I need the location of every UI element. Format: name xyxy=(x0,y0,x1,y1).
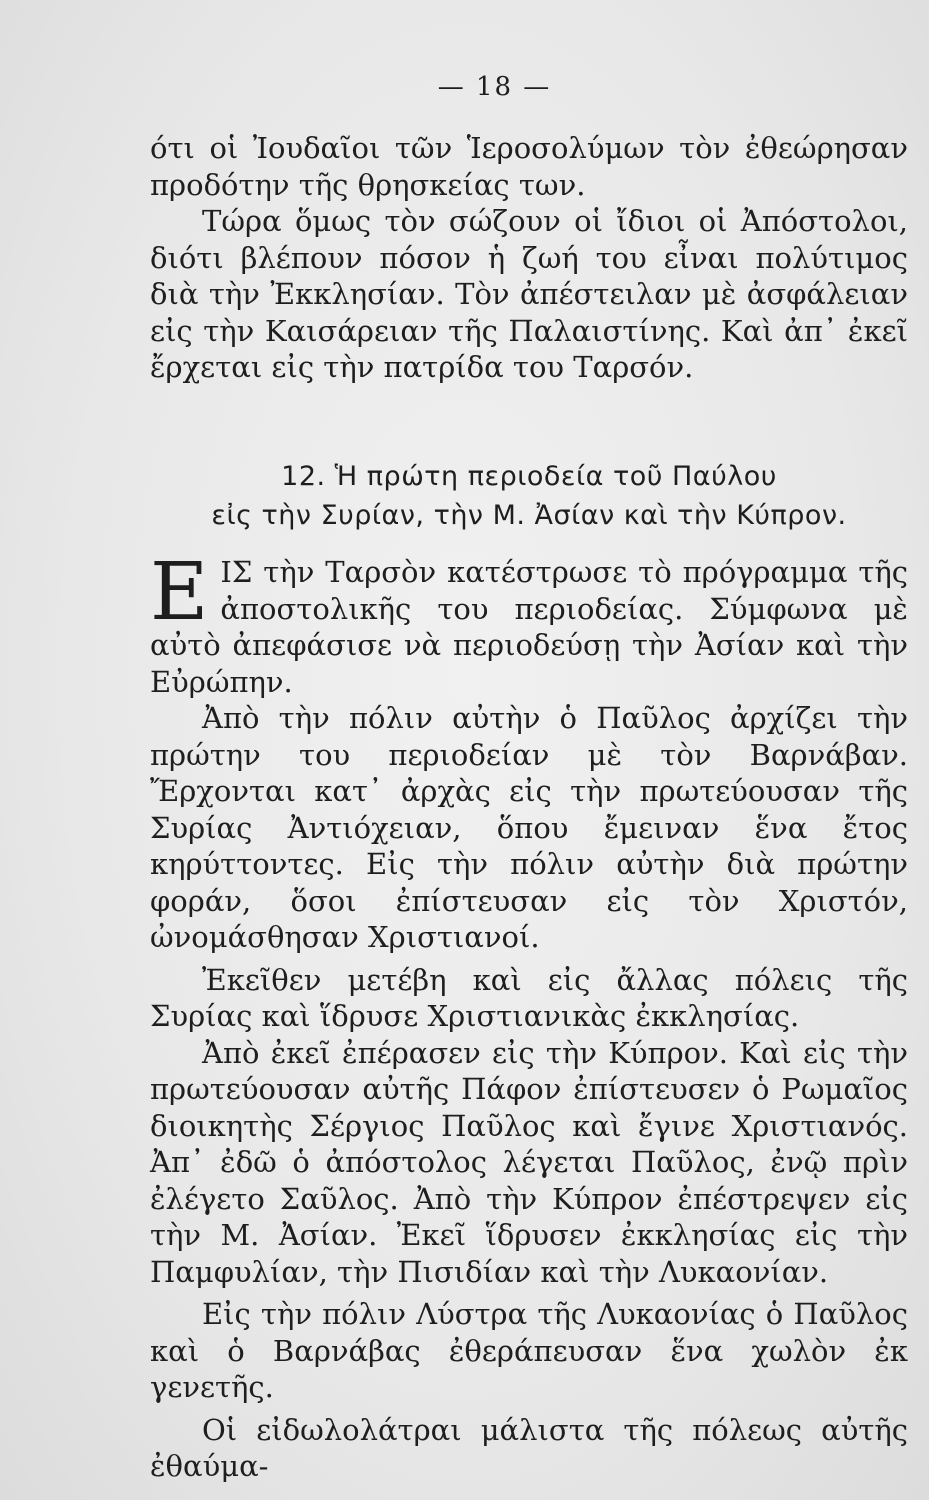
section-heading xyxy=(150,457,908,535)
paragraph-continuation: ότι οἱ Ἰουδαῖοι τῶν Ἱεροσολύμων τὸν ἐθεώρησαν προδότην τῆς θρησκείας των. xyxy=(150,131,908,202)
paragraph: Ἀπὸ τὴν πόλιν αὐτὴν ὁ Παῦλος ἀρχίζει τὴν πρώτην του περιοδείαν μὲ τὸν Βαρνάβαν. Ἔρχονται κατ᾽ ἀρχὰς εἰς τὴν πρωτεύουσαν τῆς Συρίας Ἀντιόχειαν, ὅπου ἔμειναν ἕνα ἔτος κηρύττοντες. Εἰς τὴν πόλιν αὐτὴν διὰ πρώτην φοράν, ὅσοι ἐπίστευσαν εἰς τὸν Χριστόν, ὠνομάσθησαν Χριστιανοί. xyxy=(150,701,908,954)
dropcap-paragraph-text: ΙΣ τὴν Ταρσὸν κατέστρωσε τὸ πρόγραμμα τῆς ἀποστολικῆς του περιοδείας. Σύμφωνα μὲ αὐτὸ ἀπεφάσισε νὰ περιοδεύσῃ τὴν Ἀσίαν καὶ τὴν Εὐρώπην. xyxy=(150,555,908,699)
paragraph: Τώρα ὅμως τὸν σώζουν οἱ ἴδιοι οἱ Ἀπόστολοι, διότι βλέπουν πόσον ἡ ζωή του εἶναι πολύτιμος διὰ τὴν Ἐκκλησίαν. Τὸν ἀπέστειλαν μὲ ἀσφάλειαν εἰς τὴν Καισάρειαν τῆς Παλαιστίνης. Καὶ ἀπ᾽ ἐκεῖ ἔρχεται εἰς τὴν πατρίδα του Ταρσόν. xyxy=(150,204,908,384)
paragraph: Ἐκεῖθεν μετέβη καὶ εἰς ἄλλας πόλεις τῆς Συρίας καὶ ἵδρυσε Χριστιανικὰς ἐκκλησίας. xyxy=(150,962,908,1033)
paragraph-with-dropcap xyxy=(150,545,908,700)
text-block-top xyxy=(150,130,908,386)
paragraph: Εἰς τὴν πόλιν Λύστρα τῆς Λυκαονίας ὁ Παῦλος καὶ ὁ Βαρνάβας ἐθεράπευσαν ἕνα χωλὸν ἐκ γενετῆς. xyxy=(150,1297,908,1404)
text-block-main xyxy=(150,545,908,1485)
drop-cap: Ε xyxy=(150,545,209,638)
paragraph: Οἱ εἰδωλολάτραι μάλιστα τῆς πόλεως αὐτῆς ἐθαύμα- xyxy=(150,1412,908,1483)
heading-line-2: εἰς τὴν Συρίαν, τὴν Μ. Ἀσίαν καὶ τὴν Κύπρον. xyxy=(211,500,847,531)
heading-line-1: 12. Ἡ πρώτη περιοδεία τοῦ Παύλου xyxy=(281,461,777,492)
page-number: — 18 — xyxy=(437,72,552,102)
paragraph: Ἀπὸ ἐκεῖ ἐπέρασεν εἰς τὴν Κύπρον. Καὶ εἰς τὴν πρωτεύουσαν αὐτῆς Πάφον ἐπίστευσεν ὁ Ρωμαῖος διοικητὴς Σέργιος Παῦλος καὶ ἔγινε Χριστιανός. Ἀπ᾽ ἐδῶ ὁ ἀπόστολος λέγεται Παῦλος, ἐνῷ πρὶν ἐλέγετο Σαῦλος. Ἀπὸ τὴν Κύπρον ἐπέστρεψεν εἰς τὴν Μ. Ἀσίαν. Ἐκεῖ ἵδρυσεν ἐκκλησίας εἰς τὴν Παμφυλίαν, τὴν Πισιδίαν καὶ τὴν Λυκαονίαν. xyxy=(150,1035,908,1289)
